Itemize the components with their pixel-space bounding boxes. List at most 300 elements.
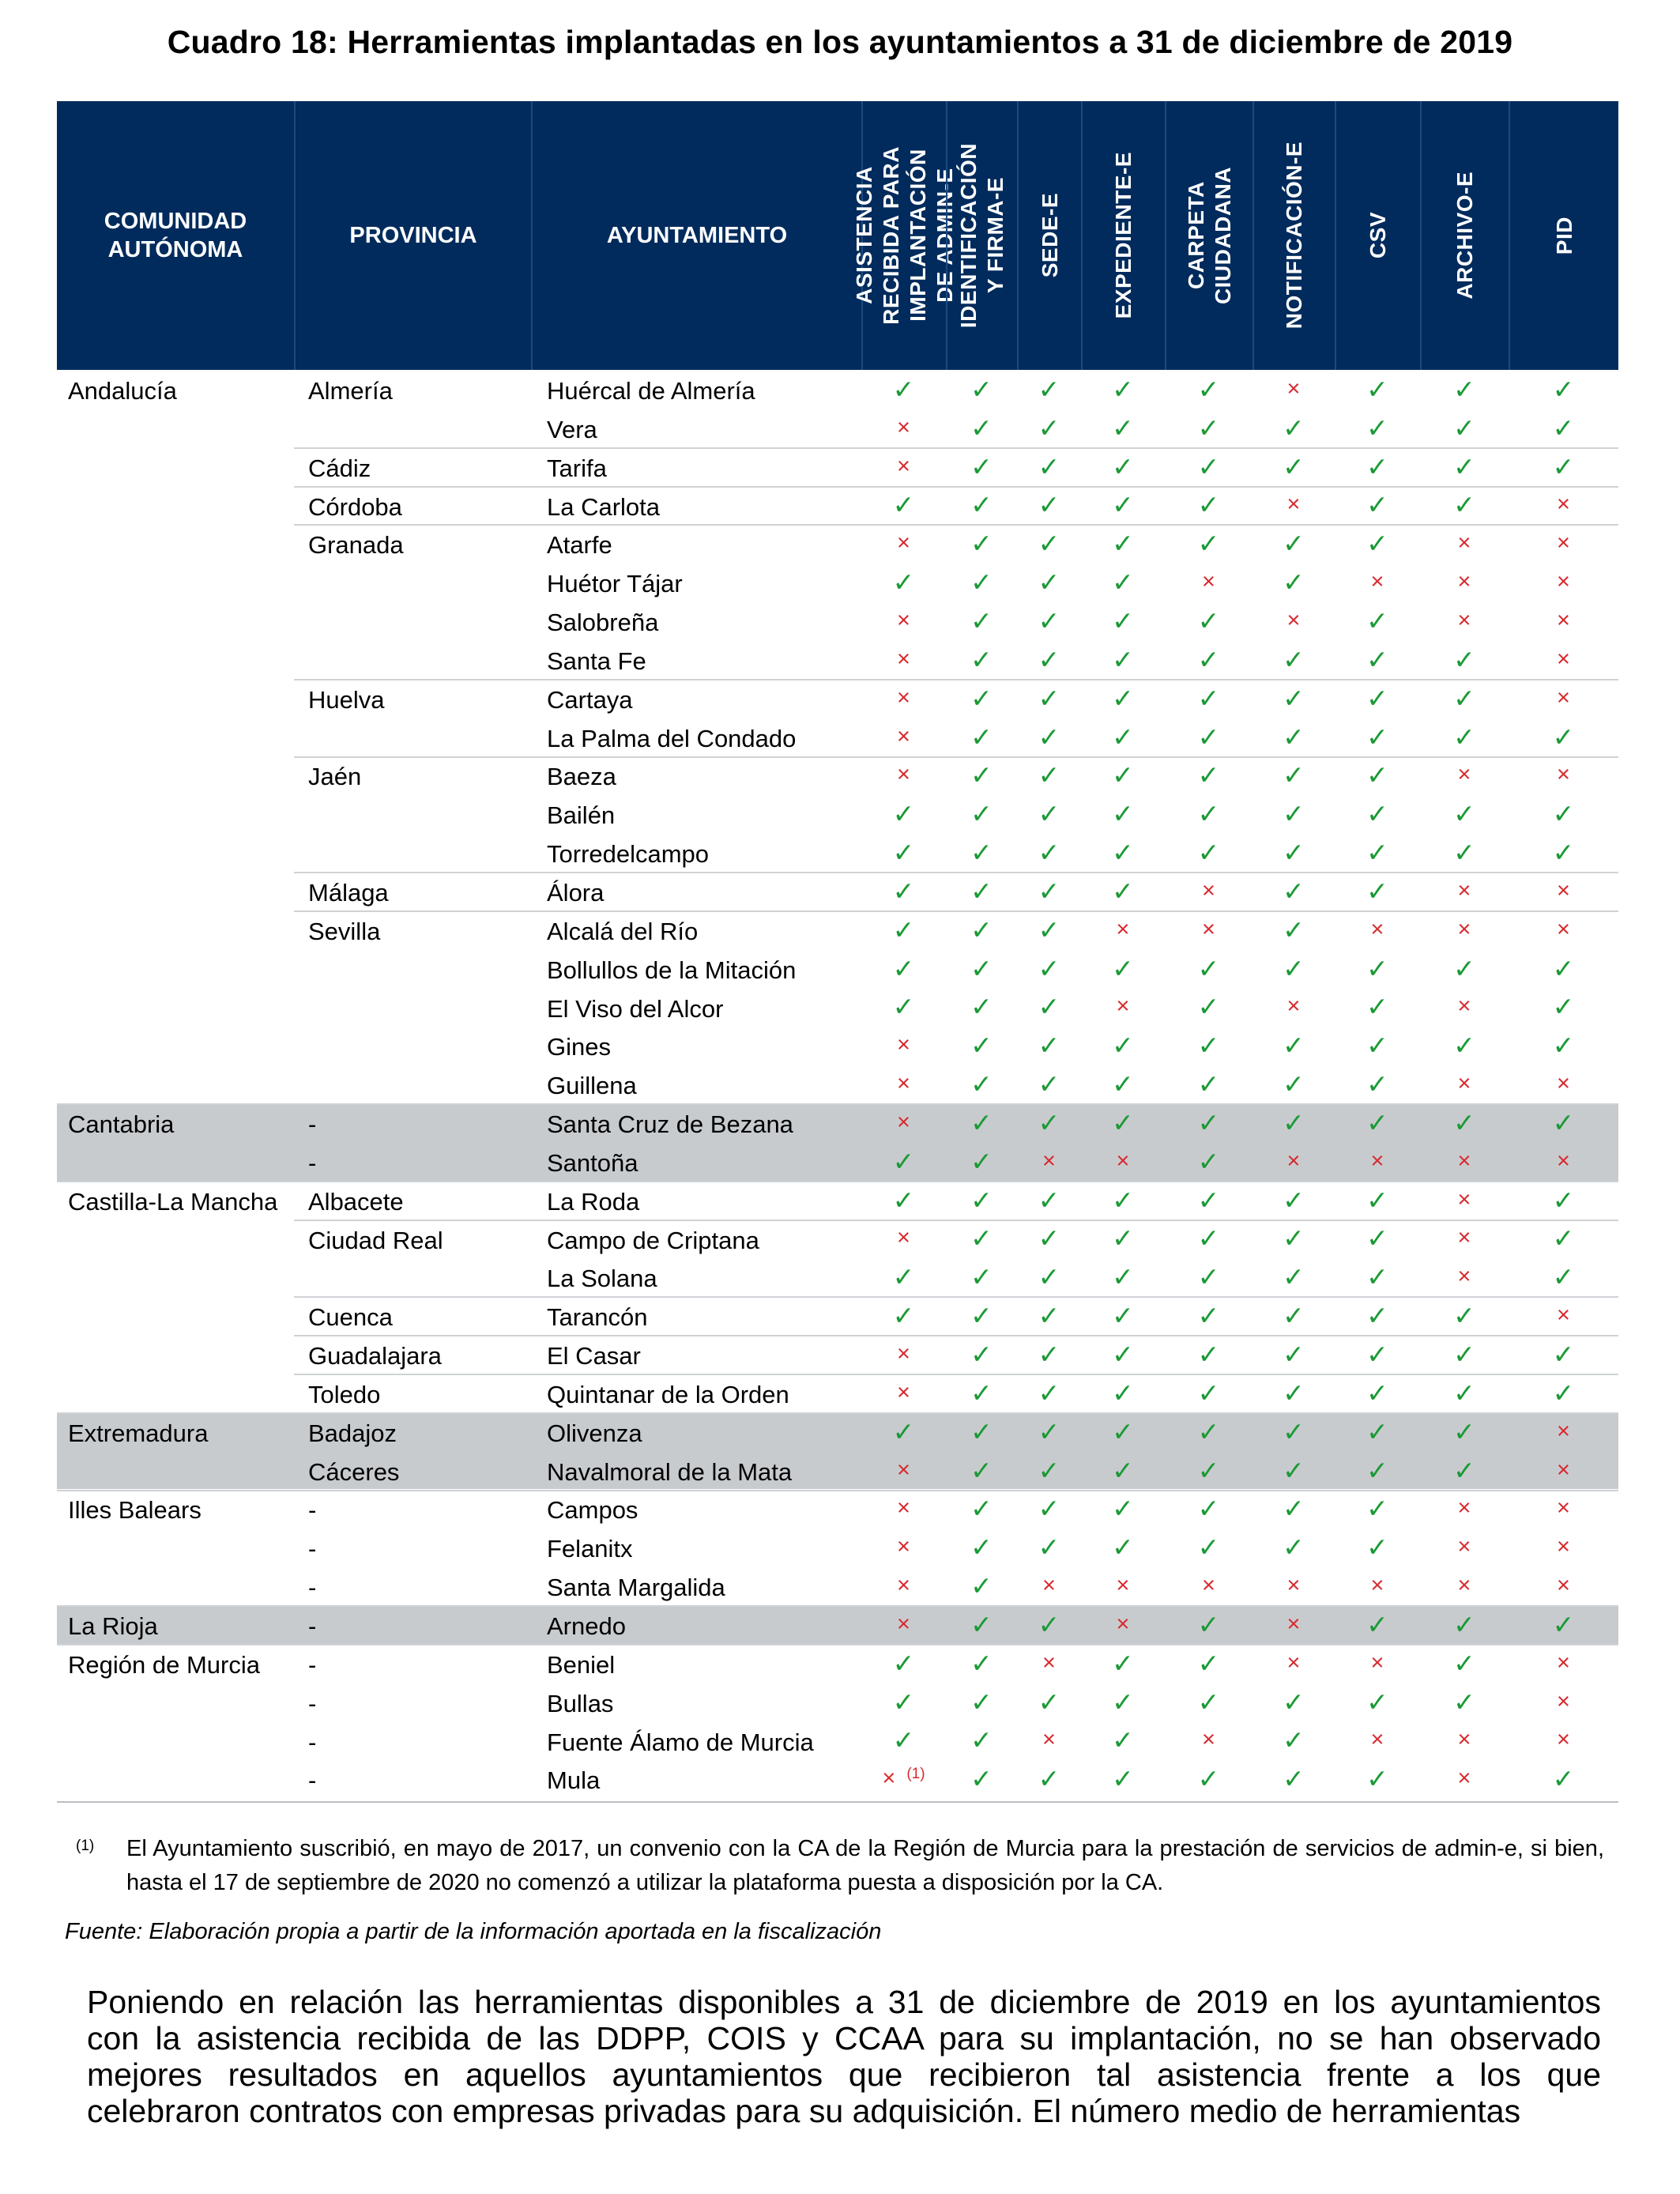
check-icon — [861, 1257, 946, 1296]
cell-provincia: Albacete — [308, 1187, 404, 1216]
check-icon — [946, 563, 1017, 601]
cross-icon — [1420, 1489, 1509, 1528]
cell-provincia: - — [308, 1535, 317, 1563]
check-glyph: ✓ — [1453, 644, 1475, 674]
check-icon — [1017, 1683, 1081, 1721]
check-icon — [1081, 1759, 1165, 1798]
check-glyph: ✓ — [892, 1301, 915, 1331]
check-glyph: ✓ — [1112, 529, 1134, 559]
check-icon — [946, 872, 1017, 910]
check-glyph: ✓ — [1038, 1609, 1060, 1639]
cross-glyph: × — [1042, 1148, 1056, 1174]
check-icon — [1252, 910, 1335, 949]
check-glyph: ✓ — [1283, 1185, 1305, 1215]
check-icon — [946, 988, 1017, 1027]
check-icon — [1081, 447, 1165, 486]
cross-icon — [1335, 1566, 1420, 1605]
check-glyph: ✓ — [1283, 722, 1305, 752]
check-glyph: ✓ — [1038, 374, 1060, 404]
cross-icon — [1509, 1065, 1618, 1103]
check-icon — [1017, 524, 1081, 563]
cross-icon — [1420, 1528, 1509, 1566]
check-glyph: ✓ — [970, 1069, 993, 1099]
check-icon — [1335, 640, 1420, 679]
check-icon — [1017, 1257, 1081, 1296]
header-tool-line: SEDE-E — [1037, 193, 1062, 278]
check-icon — [1017, 756, 1081, 794]
cross-icon — [1081, 1142, 1165, 1181]
check-glyph: ✓ — [970, 799, 993, 829]
check-glyph: ✓ — [1366, 799, 1388, 829]
cross-glyph: × — [1116, 916, 1130, 942]
table-row — [57, 718, 1618, 756]
check-glyph: ✓ — [1112, 1223, 1134, 1253]
check-icon — [1335, 601, 1420, 640]
row-separator — [294, 679, 1618, 680]
cell-provincia: - — [308, 1574, 317, 1602]
check-icon — [1252, 1220, 1335, 1258]
check-icon — [1335, 1220, 1420, 1258]
table-row — [57, 1103, 1618, 1142]
cell-ayuntamiento: Bollullos de la Mitación — [547, 956, 797, 984]
cross-glyph: × — [1557, 1495, 1570, 1521]
cross-glyph: × — [897, 762, 910, 788]
check-glyph: ✓ — [1197, 722, 1220, 752]
check-icon — [1165, 1103, 1252, 1142]
cross-glyph: × — [897, 1032, 910, 1058]
check-glyph: ✓ — [1197, 1764, 1220, 1794]
check-icon — [1509, 1026, 1618, 1065]
cross-glyph: × — [1557, 1457, 1570, 1483]
header-tool-label — [1452, 172, 1478, 300]
check-icon — [1252, 1528, 1335, 1566]
check-icon — [1017, 1412, 1081, 1451]
check-icon — [1252, 1683, 1335, 1721]
check-icon — [1420, 679, 1509, 718]
header-ayuntamiento-label: AYUNTAMIENTO — [606, 223, 788, 248]
check-glyph: ✓ — [970, 1340, 993, 1370]
table-row — [57, 1181, 1618, 1220]
cross-glyph: × — [1286, 1611, 1301, 1637]
check-icon — [1420, 1644, 1509, 1683]
table-row — [57, 1528, 1618, 1566]
check-glyph: ✓ — [970, 490, 993, 520]
check-icon — [946, 1026, 1017, 1065]
check-glyph: ✓ — [970, 1378, 993, 1408]
check-icon — [946, 601, 1017, 640]
cross-glyph: × — [1042, 1727, 1056, 1753]
check-glyph: ✓ — [892, 1687, 915, 1717]
table-title: Cuadro 18: Herramientas implantadas en los ayuntamientos a 31 de diciembre de 2019 — [167, 24, 1513, 60]
check-icon — [946, 370, 1017, 409]
cross-icon — [1017, 1644, 1081, 1683]
cell-ayuntamiento: Santoña — [547, 1148, 638, 1177]
header-comunidad-line: COMUNIDAD — [104, 209, 247, 234]
check-glyph: ✓ — [1197, 1687, 1220, 1717]
cross-icon — [1081, 988, 1165, 1027]
check-glyph: ✓ — [970, 1416, 993, 1446]
check-icon — [1420, 640, 1509, 679]
check-glyph: ✓ — [1283, 838, 1305, 868]
check-icon — [1081, 794, 1165, 833]
table-row — [57, 1335, 1618, 1374]
check-icon — [861, 910, 946, 949]
table-row — [57, 447, 1618, 486]
check-icon — [1335, 1026, 1420, 1065]
cross-icon — [1420, 1257, 1509, 1296]
check-glyph: ✓ — [970, 1571, 993, 1601]
cross-icon — [861, 1451, 946, 1490]
check-glyph: ✓ — [1038, 529, 1060, 559]
check-glyph: ✓ — [1038, 1340, 1060, 1370]
table-row — [57, 1644, 1618, 1683]
check-icon — [1017, 1335, 1081, 1374]
cross-icon — [1017, 1566, 1081, 1605]
cross-icon — [861, 1759, 946, 1798]
check-glyph: ✓ — [1197, 1455, 1220, 1485]
row-separator — [294, 1296, 1618, 1298]
cell-ayuntamiento: Bullas — [547, 1689, 614, 1717]
cross-glyph: × — [1457, 1534, 1471, 1560]
cross-icon — [1420, 524, 1509, 563]
cross-glyph: × — [1457, 877, 1471, 903]
cell-ayuntamiento: Atarfe — [547, 531, 612, 560]
cell-comunidad: Cantabria — [68, 1110, 175, 1139]
check-icon — [861, 833, 946, 872]
cross-icon — [1509, 872, 1618, 910]
table-row — [57, 409, 1618, 447]
check-icon — [946, 1528, 1017, 1566]
check-icon — [946, 910, 1017, 949]
cell-ayuntamiento: La Carlota — [547, 492, 661, 521]
check-icon — [1335, 872, 1420, 910]
check-glyph: ✓ — [970, 760, 993, 790]
header-tool-line: RECIBIDA PARA — [878, 146, 903, 325]
cross-icon — [1509, 756, 1618, 794]
check-glyph: ✓ — [1197, 1532, 1220, 1563]
check-icon — [1165, 1181, 1252, 1220]
check-glyph: ✓ — [970, 567, 993, 598]
check-glyph: ✓ — [970, 413, 993, 443]
check-glyph: ✓ — [892, 876, 915, 906]
row-separator — [294, 872, 1618, 873]
header-comunidad — [57, 101, 294, 370]
check-icon — [946, 679, 1017, 718]
cross-icon — [861, 1103, 946, 1142]
check-icon — [946, 1451, 1017, 1490]
cell-comunidad: Andalucía — [68, 377, 177, 405]
check-icon — [946, 1683, 1017, 1721]
cross-icon — [861, 679, 946, 718]
check-icon — [1252, 1181, 1335, 1220]
check-glyph: ✓ — [970, 1031, 993, 1061]
check-icon — [1509, 447, 1618, 486]
check-icon — [1252, 1721, 1335, 1760]
check-icon — [1509, 1257, 1618, 1296]
check-glyph: ✓ — [892, 374, 915, 404]
check-glyph: ✓ — [1552, 838, 1575, 868]
cross-glyph: × — [1557, 1573, 1570, 1599]
cross-icon — [1252, 988, 1335, 1027]
cross-glyph: × — [1202, 1573, 1215, 1599]
cross-glyph: × — [897, 684, 910, 711]
check-icon — [861, 1296, 946, 1335]
cross-glyph: × — [1457, 1225, 1471, 1251]
check-glyph: ✓ — [1366, 1416, 1388, 1446]
check-glyph: ✓ — [1112, 413, 1134, 443]
check-icon — [1165, 1026, 1252, 1065]
cross-icon — [1081, 910, 1165, 949]
cross-icon — [1420, 1566, 1509, 1605]
check-icon — [1081, 1257, 1165, 1296]
check-icon — [1165, 1296, 1252, 1335]
cell-provincia: - — [308, 1612, 317, 1640]
check-icon — [1420, 1335, 1509, 1374]
check-glyph: ✓ — [1366, 1494, 1388, 1524]
check-icon — [1081, 1683, 1165, 1721]
check-glyph: ✓ — [1197, 1416, 1220, 1446]
cross-glyph: × — [1370, 1573, 1384, 1599]
cross-glyph: × — [897, 1225, 910, 1251]
table-row — [57, 1296, 1618, 1335]
check-icon — [1335, 524, 1420, 563]
check-glyph: ✓ — [1112, 953, 1134, 983]
cross-glyph: × — [1557, 916, 1570, 942]
check-glyph: ✓ — [1366, 605, 1388, 635]
row-separator — [57, 1181, 1618, 1182]
row-separator — [294, 447, 1618, 449]
check-glyph: ✓ — [1112, 1532, 1134, 1563]
check-glyph: ✓ — [1366, 1301, 1388, 1331]
cross-icon — [1420, 756, 1509, 794]
check-glyph: ✓ — [1283, 567, 1305, 598]
table-row — [57, 833, 1618, 872]
cross-icon — [1420, 988, 1509, 1027]
source-text: : Elaboración propia a partir de la información aportada en la fiscalización — [136, 1919, 882, 1944]
cross-glyph: × — [897, 1573, 910, 1599]
check-glyph: ✓ — [1366, 876, 1388, 906]
cross-icon — [1335, 563, 1420, 601]
cross-glyph: × — [1457, 1495, 1471, 1521]
check-icon — [1335, 409, 1420, 447]
check-icon — [946, 756, 1017, 794]
header-tool-line: NOTIFICACIÓN-E — [1282, 141, 1306, 330]
check-glyph: ✓ — [1283, 1031, 1305, 1061]
cross-glyph: × — [1457, 1727, 1471, 1753]
check-icon — [861, 370, 946, 409]
footnote-ref: (1) — [906, 1765, 925, 1782]
header-comunidad-line: AUTÓNOMA — [107, 237, 243, 262]
check-glyph: ✓ — [1366, 1609, 1388, 1639]
cross-glyph: × — [1202, 877, 1215, 903]
cross-icon — [861, 447, 946, 486]
check-glyph: ✓ — [1197, 1185, 1220, 1215]
check-glyph: ✓ — [1112, 683, 1134, 713]
paragraph-line: con la asistencia recibida de las DDPP, COIS y CCAA para su implantación, no se han observado — [87, 2020, 1601, 2056]
cross-icon — [1420, 910, 1509, 949]
row-separator — [294, 524, 1618, 526]
check-icon — [1165, 486, 1252, 525]
row-separator — [57, 1644, 1618, 1646]
check-icon — [1252, 1257, 1335, 1296]
check-icon — [1252, 833, 1335, 872]
check-icon — [1252, 1374, 1335, 1412]
cross-icon — [861, 640, 946, 679]
table-row — [57, 1374, 1618, 1412]
check-glyph: ✓ — [970, 1262, 993, 1292]
cross-glyph: × — [1557, 1302, 1570, 1329]
check-glyph: ✓ — [892, 567, 915, 598]
check-glyph: ✓ — [1283, 953, 1305, 983]
check-glyph: ✓ — [1453, 1031, 1475, 1061]
check-icon — [1252, 1759, 1335, 1798]
check-icon — [946, 1644, 1017, 1683]
check-glyph: ✓ — [892, 799, 915, 829]
check-glyph: ✓ — [1038, 992, 1060, 1022]
cross-glyph: × — [1457, 1071, 1471, 1097]
check-icon — [1165, 949, 1252, 988]
cell-provincia: Ciudad Real — [308, 1226, 443, 1254]
check-glyph: ✓ — [1197, 953, 1220, 983]
check-glyph: ✓ — [1366, 953, 1388, 983]
check-icon — [1017, 1759, 1081, 1798]
check-icon — [1335, 988, 1420, 1027]
header-tool-1 — [946, 101, 1017, 370]
check-glyph: ✓ — [970, 1532, 993, 1563]
cross-glyph: × — [897, 1457, 910, 1483]
check-icon — [1165, 1489, 1252, 1528]
check-icon — [946, 1296, 1017, 1335]
check-glyph: ✓ — [1552, 413, 1575, 443]
check-icon — [946, 1412, 1017, 1451]
check-glyph: ✓ — [1552, 1378, 1575, 1408]
check-icon — [1165, 1644, 1252, 1683]
check-icon — [1509, 833, 1618, 872]
table-row — [57, 1220, 1618, 1258]
cross-glyph: × — [897, 1611, 910, 1637]
check-icon — [946, 1181, 1017, 1220]
cell-provincia: - — [308, 1496, 317, 1525]
cell-ayuntamiento: Arnedo — [547, 1612, 626, 1640]
check-glyph: ✓ — [1453, 1301, 1475, 1331]
cross-glyph: × — [1457, 569, 1471, 595]
check-glyph: ✓ — [1366, 490, 1388, 520]
cross-icon — [1252, 1644, 1335, 1683]
check-glyph: ✓ — [1038, 1069, 1060, 1099]
check-icon — [1017, 370, 1081, 409]
check-icon — [1420, 1451, 1509, 1490]
check-icon — [1509, 1605, 1618, 1644]
check-icon — [946, 1605, 1017, 1644]
check-glyph: ✓ — [1552, 1107, 1575, 1137]
check-icon — [1420, 1374, 1509, 1412]
check-glyph: ✓ — [1197, 605, 1220, 635]
table-bottom-rule — [57, 1801, 1618, 1803]
check-icon — [1165, 1605, 1252, 1644]
cell-provincia: Cuenca — [308, 1303, 393, 1332]
check-icon — [1017, 1103, 1081, 1142]
check-icon — [1509, 1335, 1618, 1374]
check-glyph: ✓ — [1197, 1340, 1220, 1370]
check-icon — [1081, 601, 1165, 640]
check-icon — [1165, 1528, 1252, 1566]
check-icon — [1017, 988, 1081, 1027]
check-glyph: ✓ — [1453, 722, 1475, 752]
check-icon — [946, 1220, 1017, 1258]
check-glyph: ✓ — [1038, 1223, 1060, 1253]
table-row — [57, 1489, 1618, 1528]
check-glyph: ✓ — [1453, 953, 1475, 983]
table-row — [57, 1566, 1618, 1605]
check-glyph: ✓ — [970, 953, 993, 983]
check-icon — [1017, 486, 1081, 525]
check-glyph: ✓ — [1283, 1455, 1305, 1485]
cross-icon — [1509, 910, 1618, 949]
cross-icon — [1420, 1721, 1509, 1760]
check-icon — [1017, 447, 1081, 486]
check-icon — [1165, 679, 1252, 718]
check-icon — [1252, 409, 1335, 447]
cross-icon — [1509, 1489, 1618, 1528]
check-icon — [1165, 1412, 1252, 1451]
check-icon — [1081, 409, 1165, 447]
check-glyph: ✓ — [1283, 1262, 1305, 1292]
check-icon — [1509, 1759, 1618, 1798]
check-glyph: ✓ — [1112, 374, 1134, 404]
check-glyph: ✓ — [1197, 799, 1220, 829]
cross-glyph: × — [1557, 1071, 1570, 1097]
cross-icon — [1420, 1065, 1509, 1103]
cross-icon — [1165, 1566, 1252, 1605]
check-glyph: ✓ — [1038, 567, 1060, 598]
check-icon — [1165, 409, 1252, 447]
cross-glyph: × — [897, 646, 910, 672]
check-icon — [1165, 370, 1252, 409]
check-icon — [946, 1489, 1017, 1528]
check-icon — [1017, 1489, 1081, 1528]
cell-ayuntamiento: Beniel — [547, 1650, 616, 1679]
check-icon — [1509, 370, 1618, 409]
check-icon — [946, 409, 1017, 447]
check-icon — [946, 1566, 1017, 1605]
check-icon — [946, 524, 1017, 563]
cell-provincia: Cáceres — [308, 1457, 400, 1486]
cross-glyph: × — [897, 607, 910, 633]
check-glyph: ✓ — [970, 1609, 993, 1639]
check-glyph: ✓ — [1197, 838, 1220, 868]
check-glyph: ✓ — [970, 1494, 993, 1524]
check-glyph: ✓ — [1197, 1648, 1220, 1678]
check-icon — [1017, 1528, 1081, 1566]
check-glyph: ✓ — [892, 914, 915, 944]
check-icon — [1017, 563, 1081, 601]
check-icon — [1252, 1412, 1335, 1451]
check-icon — [1165, 718, 1252, 756]
check-glyph: ✓ — [1366, 1532, 1388, 1563]
check-icon — [1081, 1412, 1165, 1451]
check-glyph: ✓ — [1453, 683, 1475, 713]
check-icon — [1252, 640, 1335, 679]
cross-glyph: × — [897, 530, 910, 556]
cross-glyph: × — [1370, 916, 1384, 942]
header-tool-line: ASISTENCIA — [851, 166, 876, 305]
cell-comunidad: La Rioja — [68, 1612, 158, 1640]
header-tool-8 — [1509, 101, 1618, 370]
check-icon — [1420, 1296, 1509, 1335]
cell-provincia: Cádiz — [308, 454, 371, 482]
check-icon — [1081, 1644, 1165, 1683]
cross-icon — [1165, 872, 1252, 910]
